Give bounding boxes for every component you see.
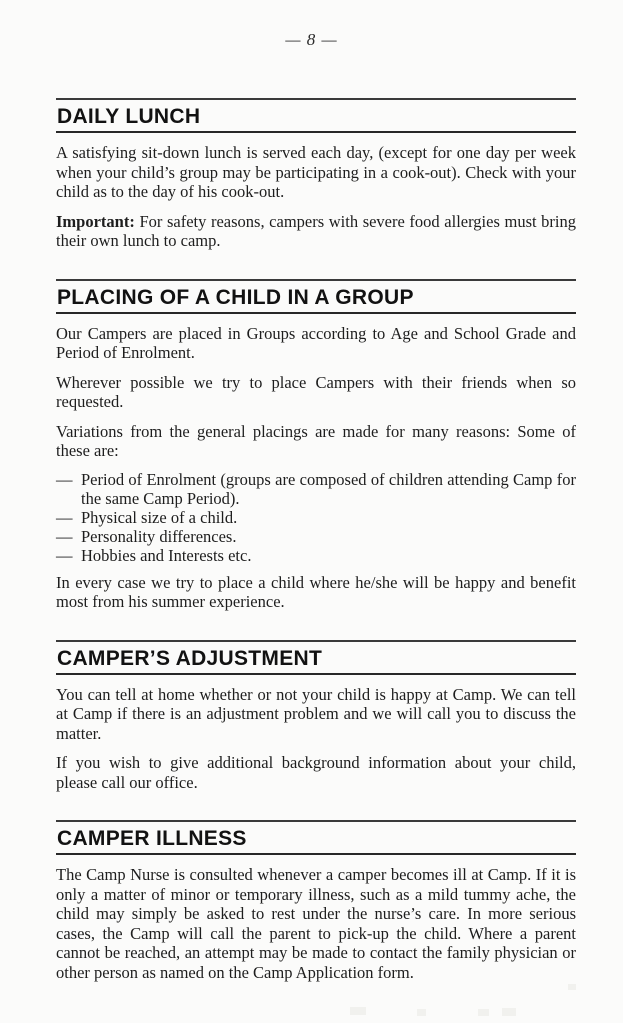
section-daily-lunch	[56, 98, 576, 251]
scan-artifact	[417, 1009, 426, 1016]
paragraph: You can tell at home whether or not your child is happy at Camp. We can tell at Camp if there is an adjustment problem and we will call you to discuss the matter.	[56, 684, 576, 743]
dash-marker: —	[56, 469, 73, 489]
section-placing-of-a-child	[56, 279, 576, 612]
scan-artifact	[478, 1009, 489, 1016]
page-content	[0, 98, 623, 982]
paragraph: Variations from the general placings are made for many reasons: Some of these are:	[56, 421, 576, 460]
section-title: PLACING OF A CHILD IN A GROUP	[56, 279, 576, 314]
list-item-text: Hobbies and Interests etc.	[81, 545, 252, 565]
dash-marker: —	[56, 526, 73, 546]
list-item	[56, 470, 576, 508]
section-title: CAMPER’S ADJUSTMENT	[56, 640, 576, 675]
reasons-list	[56, 470, 576, 565]
section-title: CAMPER ILLNESS	[56, 820, 576, 855]
list-item-text: Physical size of a child.	[81, 507, 238, 527]
section-title: DAILY LUNCH	[56, 98, 576, 133]
paragraph: Wherever possible we try to place Campers with their friends when so requested.	[56, 372, 576, 411]
dash-marker: —	[56, 507, 73, 527]
paragraph-text: For safety reasons, campers with severe food allergies must bring their own lunch to camp.	[56, 211, 577, 250]
list-item	[56, 546, 576, 565]
list-item-text: Period of Enrolment (groups are composed of children attending Camp for the same Camp Period).	[81, 469, 576, 508]
list-item	[56, 508, 576, 527]
section-camper-illness	[56, 820, 576, 982]
dash-marker: —	[56, 545, 73, 565]
paragraph: Our Campers are placed in Groups according to Age and School Grade and Period of Enrolment.	[56, 323, 576, 362]
paragraph	[56, 212, 576, 251]
paragraph: A satisfying sit-down lunch is served each day, (except for one day per week when your child’s group may be participating in a cook-out). Check with your child as to the day of his cook-out.	[56, 143, 576, 201]
paragraph: If you wish to give additional background information about your child, please call our office.	[56, 753, 576, 792]
page-number: — 8 —	[285, 30, 338, 49]
scan-artifact	[502, 1008, 516, 1016]
scan-artifact	[568, 984, 576, 990]
list-item-text: Personality differences.	[81, 526, 237, 546]
scan-artifact	[350, 1007, 366, 1015]
paragraph: The Camp Nurse is consulted whenever a camper becomes ill at Camp. If it is only a matter of minor or temporary illness, such as a mild tummy ache, the child may simply be asked to rest under the nurse’s care. In more serious cases, the Camp will call the parent to pick-up the child. Where a parent cannot be reached, an attempt may be made to contact the family physician or other person as named on the Camp Application form.	[56, 865, 576, 982]
list-item	[56, 527, 576, 546]
paragraph: In every case we try to place a child where he/she will be happy and benefit most from his summer experience.	[56, 572, 576, 611]
section-campers-adjustment	[56, 640, 576, 793]
paragraph-lead: Important:	[56, 211, 135, 231]
